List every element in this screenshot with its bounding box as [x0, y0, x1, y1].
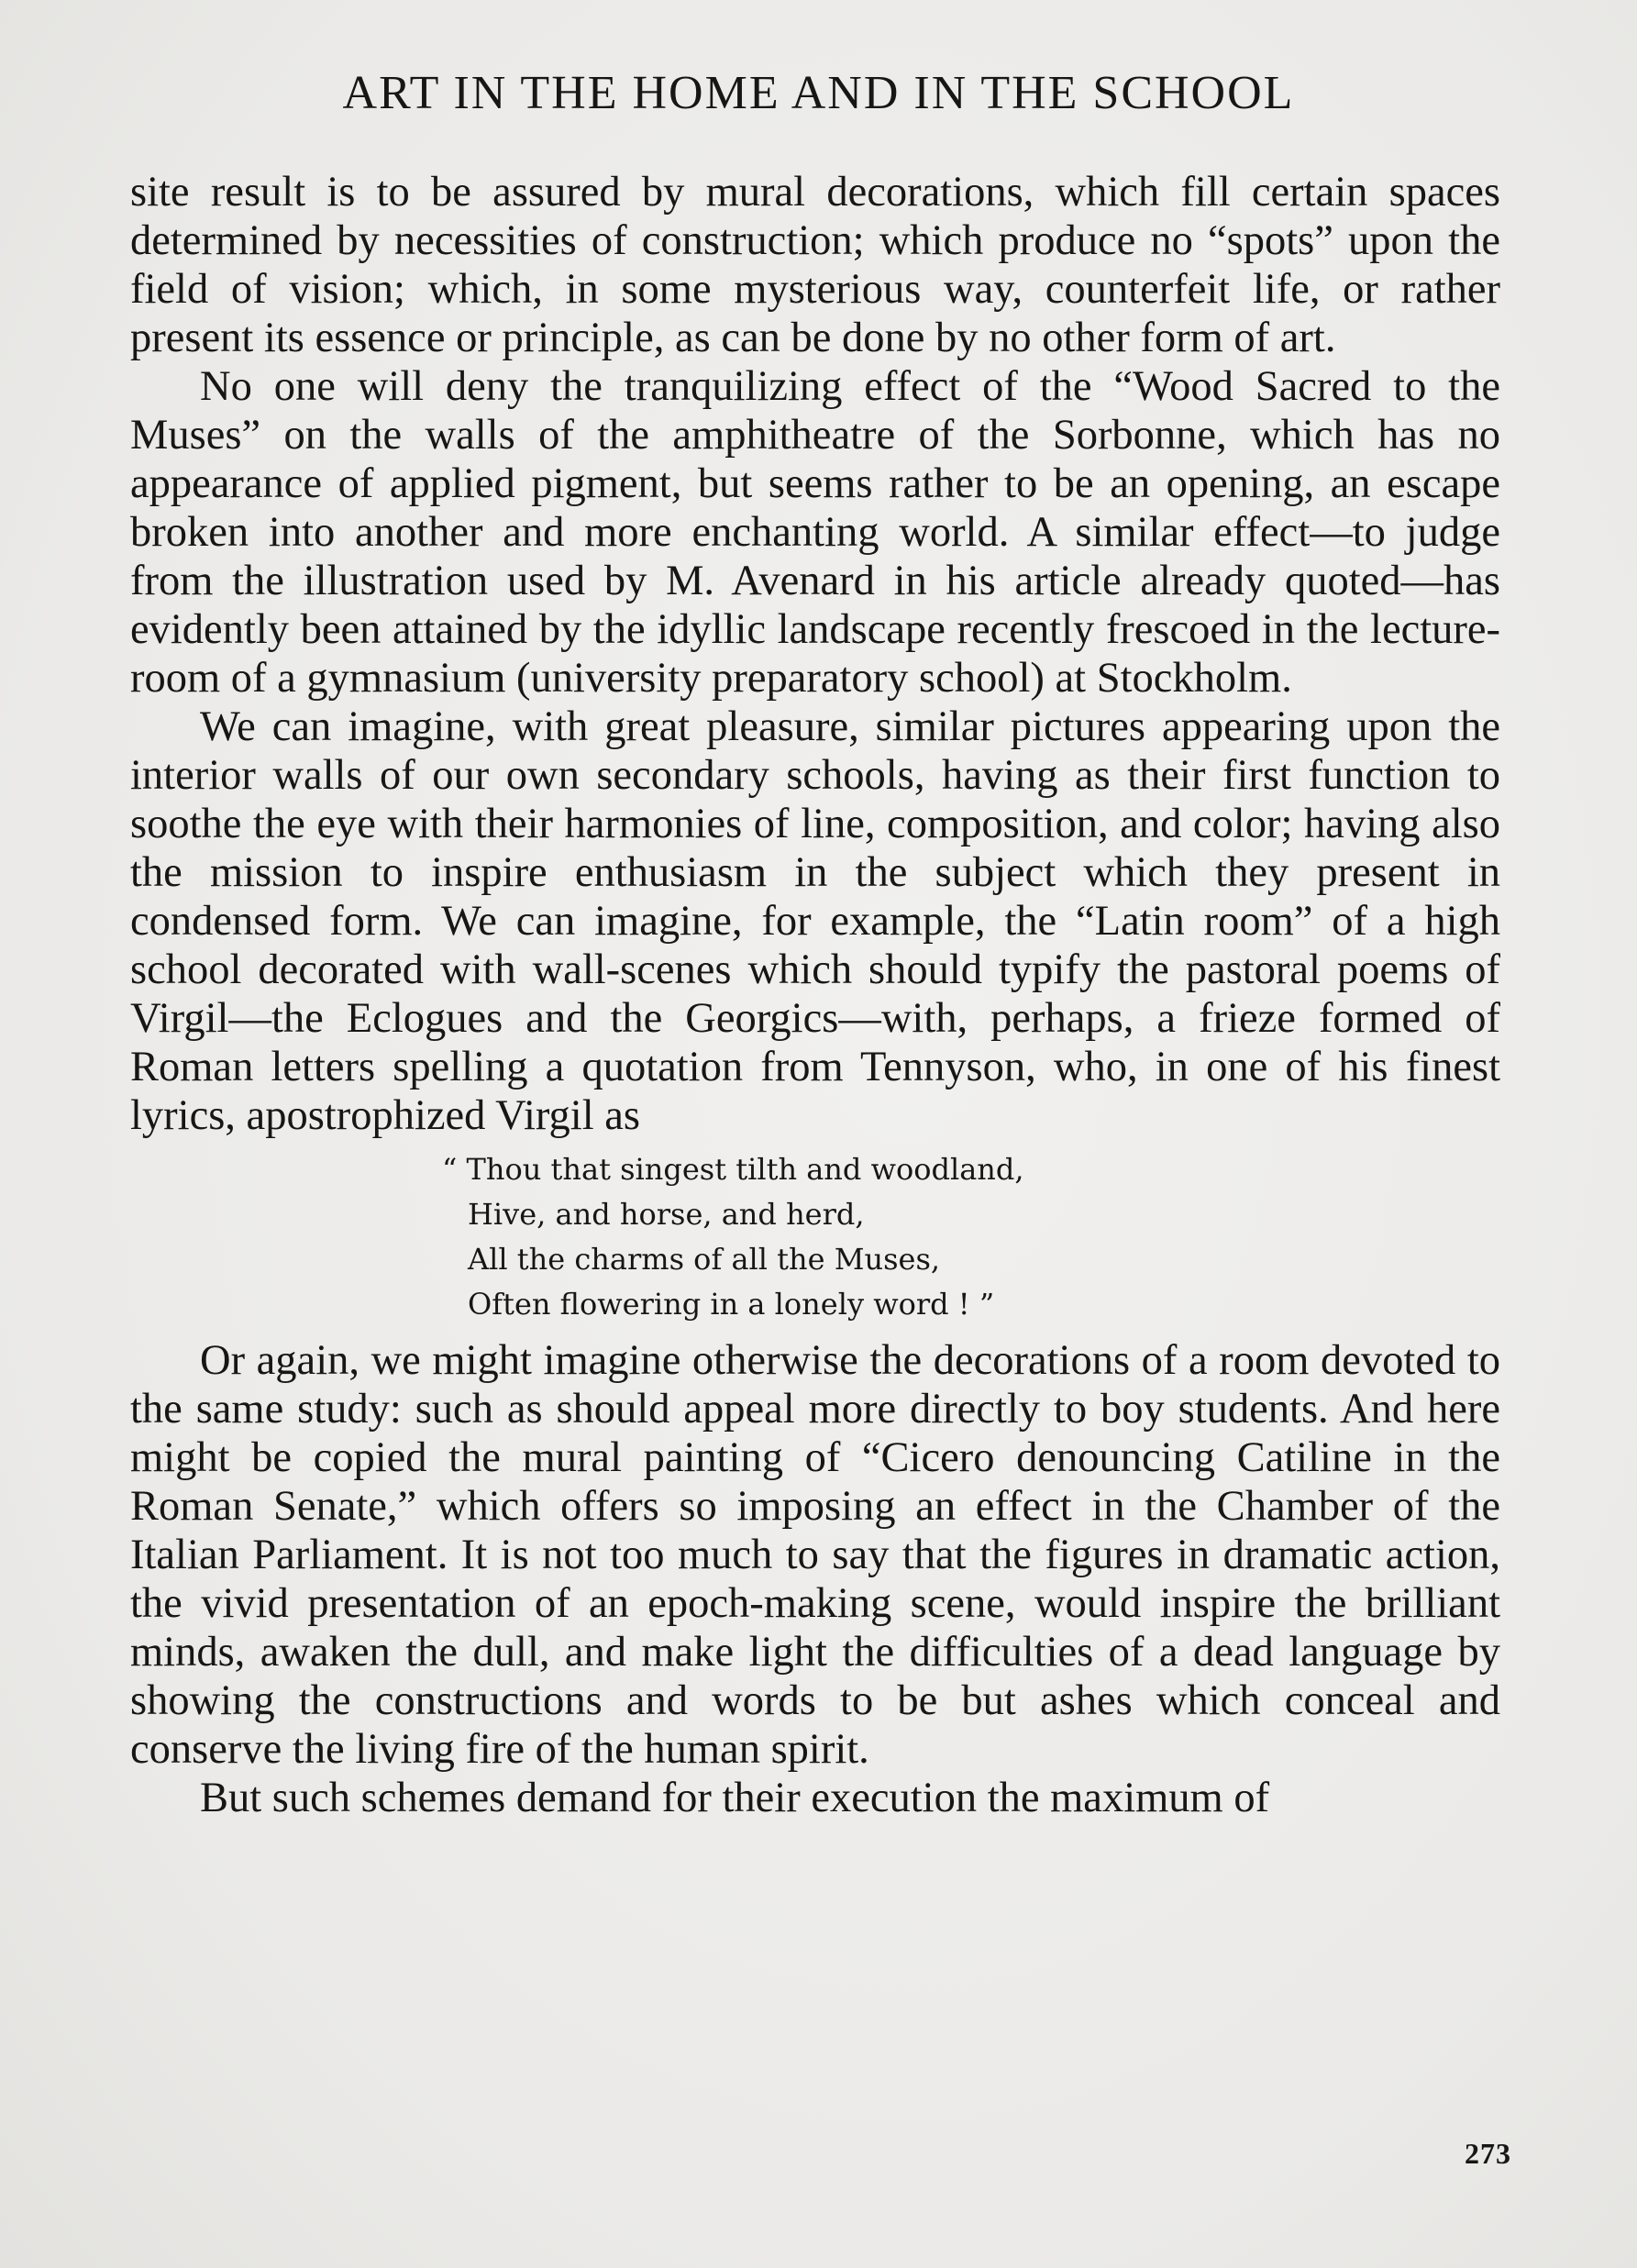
paragraph-continuation: site result is to be assured by mural decorations, which fill certain spaces determined by necessities of construction; which produce no “spots” upon the field of vision; which, in some mysterious way, counterfeit life, or rather present its essence or principle, as can be done by no other form of art.: [130, 169, 1500, 361]
paragraph-cicero: Or again, we might imagine otherwise the decorations of a room devoted to the same study: such as should appeal more directly to boy students. And here might be copied the mural painting of “Cicero denouncing Catiline in the Roman Senate,” which offers so imposing an effect in the Chamber of the Italian Parliament. It is not too much to say that the figures in dramatic action, the vivid presentation of an epoch-making scene, would inspire the brilliant minds, awaken the dull, and make light the difficulties of a dead language by showing the constructions and words to be but ashes which conceal and conserve the living fire of the human spirit.: [130, 1337, 1500, 1773]
paragraph-latin-room: We can imagine, with great pleasure, similar pictures appearing upon the interior walls of our own secondary schools, having as their first function to soothe the eye with their harmonies of line, composition, and color; having also the mission to inspire enthusiasm in the subject which they present in condensed form. We can imagine, for example, the “Latin room” of a high school decorated with wall-scenes which should typify the pastoral poems of Virgil—the Eclogues and the Georgics—with, perhaps, a frieze formed of Roman letters spelling a quotation from Tennyson, who, in one of his finest lyrics, apostrophized Virgil as: [130, 703, 1500, 1139]
paragraph-schemes: But such schemes demand for their execution the maximum of: [200, 1775, 1270, 1821]
running-head-title: ART IN THE HOME AND IN THE SCHOOL: [342, 67, 1295, 119]
verse-line: All the charms of all the Muses,: [468, 1242, 941, 1277]
verse-line: “ Thou that singest tilth and woodland,: [442, 1152, 1024, 1187]
verse-line: Often flowering in a lonely word ! ”: [468, 1287, 995, 1322]
verse-line: Hive, and horse, and herd,: [468, 1197, 865, 1232]
paragraph-sorbonne: No one will deny the tranquilizing effect of the “Wood Sacred to the Muses” on the walls of the amphitheatre of the Sorbonne, which has no appearance of applied pigment, but seems rather to be an opening, an escape broken into another and more enchanting world. A similar effect—to judge from the illustration used by M. Avenard in his article already quoted—has evidently been attained by the idyllic landscape recently frescoed in the lecture-room of a gymnasium (university preparatory school) at Stockholm.: [130, 363, 1500, 702]
tennyson-verse-quote: [442, 1140, 1201, 1336]
page-number: 273: [1465, 2137, 1511, 2170]
body-text: [130, 168, 1500, 1822]
